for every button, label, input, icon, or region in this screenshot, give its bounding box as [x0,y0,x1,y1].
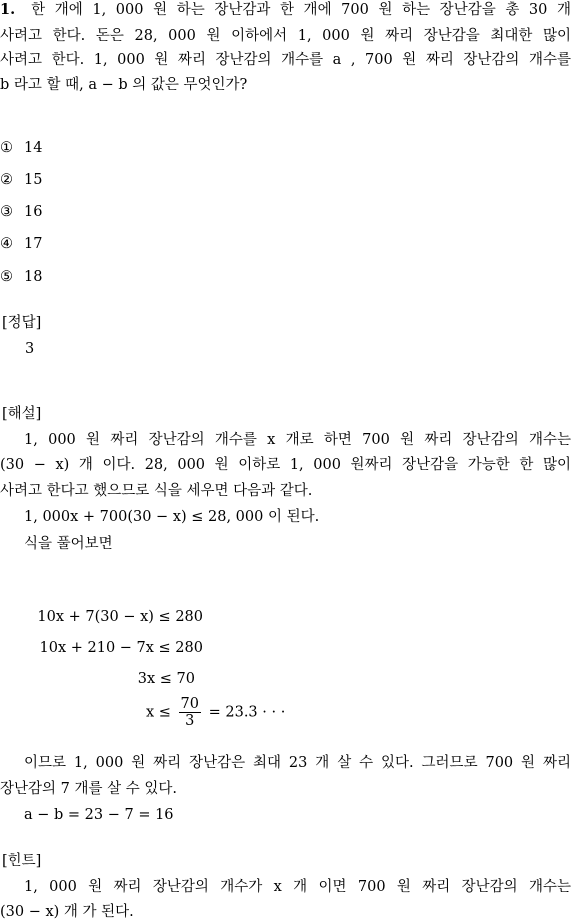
question-line-1 [0,1,571,19]
option-value: 14 [24,140,43,156]
math-step-3: 3x ≤ 70 [137,671,195,687]
option-1[interactable] [0,139,42,157]
hint-text-2: (30 − x) 개 가 된다. [0,904,134,920]
hint-label: [힌트] [2,853,42,869]
option-5[interactable] [0,268,42,286]
question-text-2: 사려고 한다. 돈은 28, 000 원 이하에서 1, 000 원 짜리 장난감을 최대한 많이 [0,28,571,44]
fraction [179,696,201,729]
solution-after-1: 이므로 1, 000 원 짜리 장난감은 최대 23 개 살 수 있다. 그러므로 700 원 짜리 [24,755,571,771]
option-value: 15 [24,172,43,188]
option-marker: ③ [0,204,13,220]
fraction-tail: = 23.3 · · · [208,704,286,721]
math-step-2: 10x + 210 − 7x ≤ 280 [39,640,203,656]
option-marker: ⑤ [0,269,13,285]
math-step-4-lhs: x ≤ [146,704,171,721]
question-text-4: b 라고 할 때, a − b 의 값은 무엇인가? [0,77,248,93]
option-marker: ① [0,140,13,156]
option-2[interactable] [0,171,42,189]
math-step-1: 10x + 7(30 − x) ≤ 280 [37,609,203,625]
option-value: 17 [24,236,43,252]
answer-label: [정답] [2,315,42,331]
option-4[interactable] [0,235,42,253]
solution-text-3: 사려고 한다고 했으므로 식을 세우면 다음과 같다. [0,483,313,499]
solution-inequality: 1, 000x + 700(30 − x) ≤ 28, 000 이 된다. [24,509,320,525]
fraction-denominator: 3 [185,713,195,729]
question-number: 1. [0,1,16,18]
solution-text-4: 식을 풀어보면 [24,536,113,552]
option-value: 16 [24,204,43,220]
solution-after-2: 장난감의 7 개를 살 수 있다. [0,781,177,797]
solution-text-1: 1, 000 원 짜리 장난감의 개수를 x 개로 하면 700 원 짜리 장난감의 개수는 [24,432,571,448]
solution-result: a − b = 23 − 7 = 16 [24,807,174,823]
option-marker: ② [0,172,13,188]
option-3[interactable] [0,203,42,221]
solution-label: [해설] [2,406,42,422]
option-marker: ④ [0,236,13,252]
question-text-3: 사려고 한다. 1, 000 원 짜리 장난감의 개수를 a , 700 원 짜리 장난감의 개수를 [0,52,571,68]
solution-text-2: (30 − x) 개 이다. 28, 000 원 이하로 1, 000 원짜리 장난감을 가능한 한 많이 [0,457,571,473]
fraction-numerator: 70 [180,696,199,712]
option-value: 18 [24,269,43,285]
question-text-1: 한 개에 1, 000 원 하는 장난감과 한 개에 700 원 하는 장난감을 총 30 개 [31,2,571,18]
math-step-4 [146,696,285,729]
hint-text-1: 1, 000 원 짜리 장난감의 개수가 x 개 이면 700 원 짜리 장난감의 개수는 [24,879,571,895]
answer-value: 3 [25,341,35,357]
